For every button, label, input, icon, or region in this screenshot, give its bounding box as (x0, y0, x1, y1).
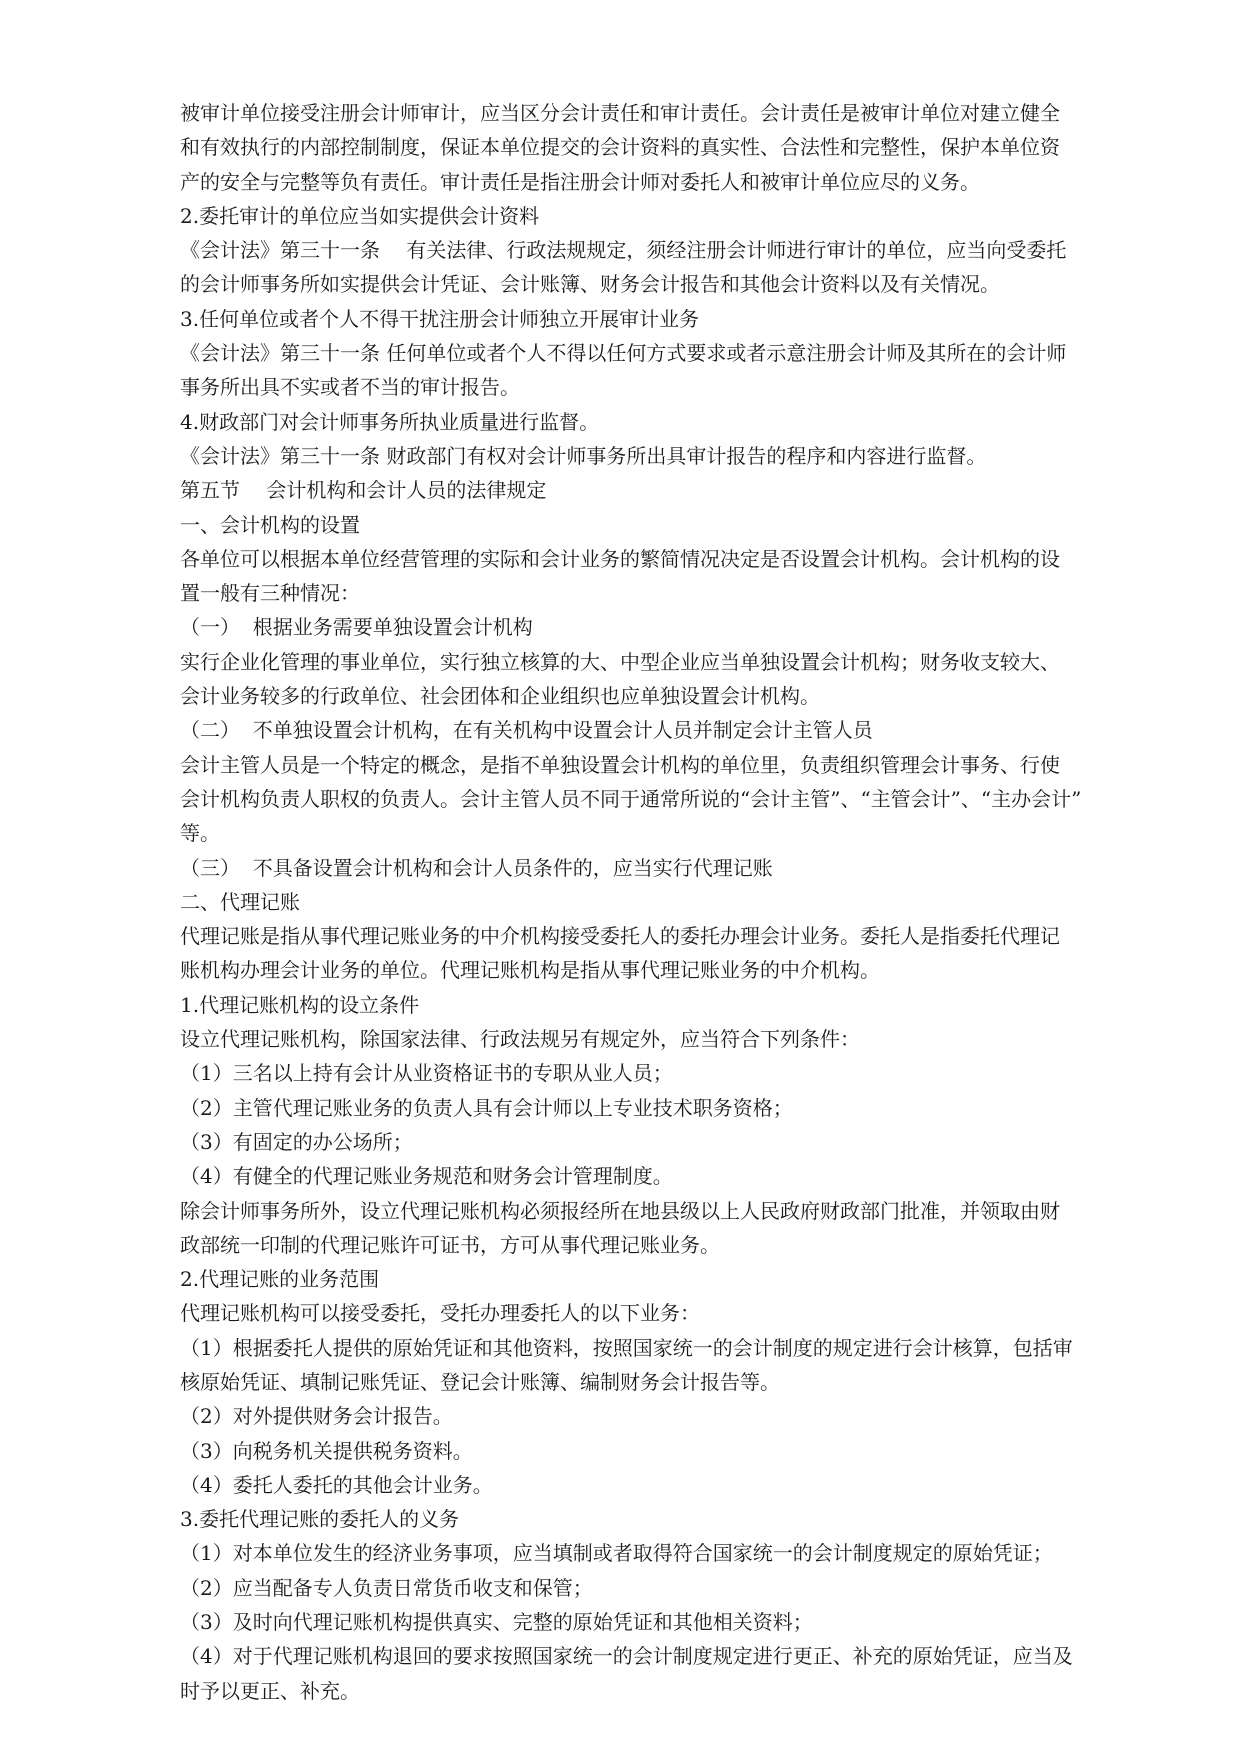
text-line: 设立代理记账机构，除国家法律、行政法规另有规定外，应当符合下列条件： (180, 1027, 860, 1052)
section-heading: 2.委托审计的单位应当如实提供会计资料 (180, 203, 540, 228)
list-item: （1）根据委托人提供的原始凭证和其他资料，按照国家统一的会计制度的规定进行会计核算，包括审 (180, 1335, 1073, 1360)
text-line: 被审计单位接受注册会计师审计，应当区分会计责任和审计责任。会计责任是被审计单位对建立健全 (180, 101, 1060, 125)
text-line: 会计机构负责人职权的负责人。会计主管人员不同于通常所说的“会计主管”、“主管会计”、“主办会计” (180, 786, 1082, 811)
section-heading: 4.财政部门对会计师事务所执业质量进行监督。 (180, 409, 600, 434)
text-line: 政部统一印制的代理记账许可证书，方可从事代理记账业务。 (180, 1232, 720, 1257)
list-item: （3）向税务机关提供税务资料。 (180, 1438, 473, 1463)
text-line: 等。 (180, 821, 220, 846)
list-item: （4）委托人委托的其他会计业务。 (180, 1472, 493, 1497)
text-line: 除会计师事务所外，设立代理记账机构必须报经所在地县级以上人民政府财政部门批准，并领取由财 (180, 1198, 1060, 1223)
list-item: （3）有固定的办公场所； (180, 1129, 413, 1154)
text-line: 《会计法》第三十一条 有关法律、行政法规规定，须经注册会计师进行审计的单位，应当向受委托 (180, 238, 1067, 263)
text-line: 会计业务较多的行政单位、社会团体和企业组织也应单独设置会计机构。 (180, 684, 820, 709)
section-heading: 3.委托代理记账的委托人的义务 (180, 1507, 460, 1532)
text-line: 实行企业化管理的事业单位，实行独立核算的大、中型企业应当单独设置会计机构；财务收支较大、 (180, 649, 1060, 674)
text-line: 会计主管人员是一个特定的概念，是指不单独设置会计机构的单位里，负责组织管理会计事务、行使 (180, 752, 1060, 777)
section-heading: 二、代理记账 (180, 889, 300, 914)
subsection-heading: （一） 根据业务需要单独设置会计机构 (180, 615, 533, 640)
section-heading: 3.任何单位或者个人不得干扰注册会计师独立开展审计业务 (180, 306, 700, 331)
list-item: （1）对本单位发生的经济业务事项，应当填制或者取得符合国家统一的会计制度规定的原始凭证； (180, 1541, 1053, 1566)
section-heading: 一、会计机构的设置 (180, 512, 360, 537)
subsection-heading: （二） 不单独设置会计机构，在有关机构中设置会计人员并制定会计主管人员 (180, 718, 873, 743)
text-line: 代理记账是指从事代理记账业务的中介机构接受委托人的委托办理会计业务。委托人是指委托代理记 (180, 924, 1060, 949)
subsection-heading: （三） 不具备设置会计机构和会计人员条件的，应当实行代理记账 (180, 855, 773, 880)
section-heading: 1.代理记账机构的设立条件 (180, 992, 420, 1017)
list-item: （1）三名以上持有会计从业资格证书的专职从业人员； (180, 1061, 673, 1086)
list-item: （2）对外提供财务会计报告。 (180, 1404, 453, 1429)
text-line: 产的安全与完整等负有责任。审计责任是指注册会计师对委托人和被审计单位应尽的义务。 (180, 169, 980, 194)
text-line: 的会计师事务所如实提供会计凭证、会计账簿、财务会计报告和其他会计资料以及有关情况。 (180, 272, 1000, 297)
text-line: 核原始凭证、填制记账凭证、登记会计账簿、编制财务会计报告等。 (180, 1369, 780, 1394)
text-line: 《会计法》第三十一条 任何单位或者个人不得以任何方式要求或者示意注册会计师及其所在的会计师 (180, 341, 1067, 366)
chapter-heading: 第五节 会计机构和会计人员的法律规定 (180, 478, 547, 503)
text-line: 《会计法》第三十一条 财政部门有权对会计师事务所出具审计报告的程序和内容进行监督。 (180, 443, 987, 468)
list-item: （4）有健全的代理记账业务规范和财务会计管理制度。 (180, 1164, 673, 1189)
text-line: 代理记账机构可以接受委托，受托办理委托人的以下业务： (180, 1301, 700, 1326)
text-line: 事务所出具不实或者不当的审计报告。 (180, 375, 520, 400)
text-line: 时予以更正、补充。 (180, 1678, 360, 1703)
text-line: 置一般有三种情况： (180, 581, 360, 606)
text-line: 各单位可以根据本单位经营管理的实际和会计业务的繁简情况决定是否设置会计机构。会计机构的设 (180, 546, 1060, 571)
list-item: （3）及时向代理记账机构提供真实、完整的原始凭证和其他相关资料； (180, 1610, 813, 1635)
text-line: 账机构办理会计业务的单位。代理记账机构是指从事代理记账业务的中介机构。 (180, 958, 880, 983)
text-line: 和有效执行的内部控制制度，保证本单位提交的会计资料的真实性、合法性和完整性，保护本单位资 (180, 135, 1060, 160)
list-item: （4）对于代理记账机构退回的要求按照国家统一的会计制度规定进行更正、补充的原始凭证，应当及 (180, 1644, 1073, 1669)
document-body (180, 96, 1140, 1708)
list-item: （2）应当配备专人负责日常货币收支和保管； (180, 1575, 593, 1600)
section-heading: 2.代理记账的业务范围 (180, 1267, 380, 1292)
list-item: （2）主管代理记账业务的负责人具有会计师以上专业技术职务资格； (180, 1095, 793, 1120)
